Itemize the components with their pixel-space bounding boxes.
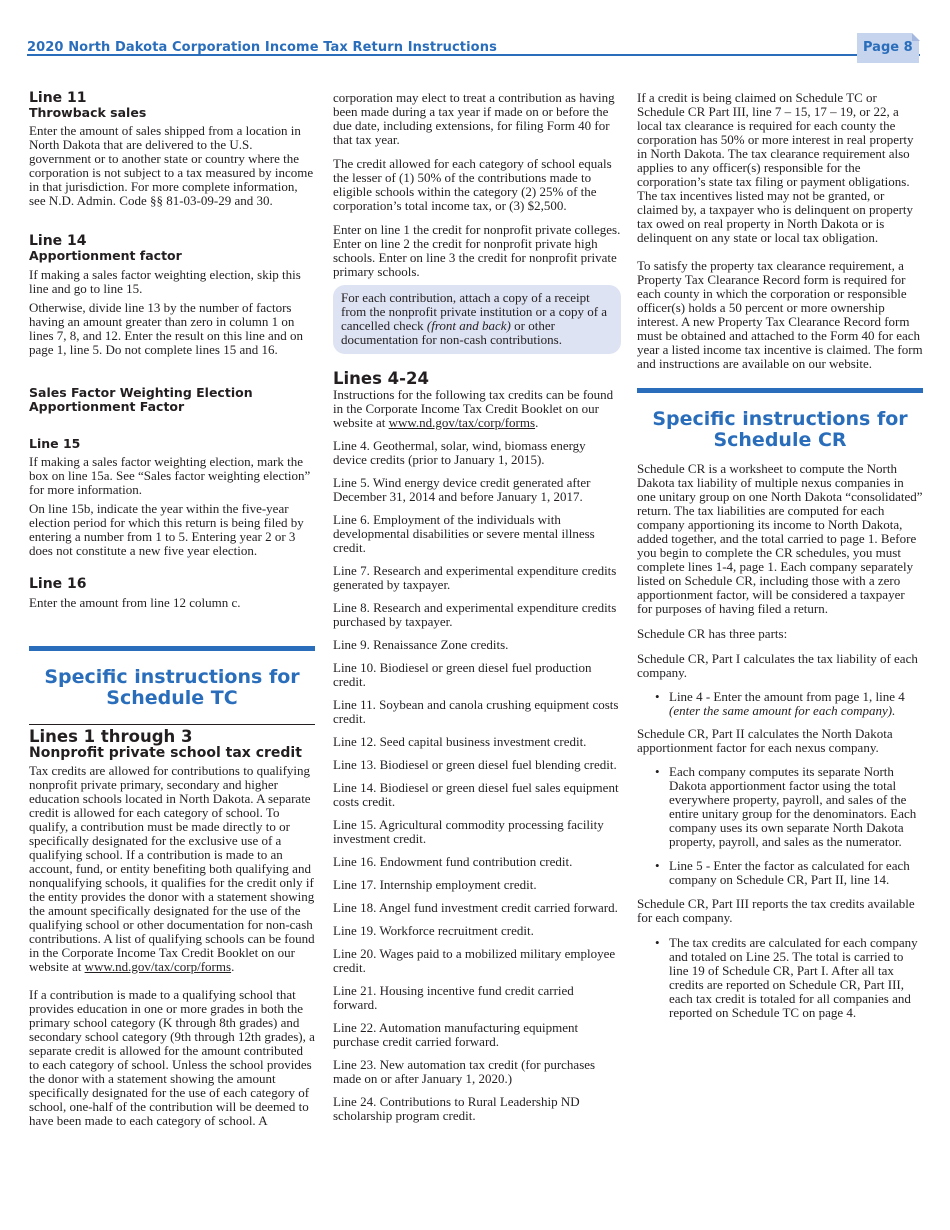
list-item: Line 5. Wind energy device credit generated after December 31, 2014 and before January 1, 2017. xyxy=(333,475,591,504)
schedule-tc-rule xyxy=(29,646,315,651)
section-sales-factor-election xyxy=(29,386,315,414)
line-14-heading: Line 14 xyxy=(29,233,87,249)
bullet-icon: • xyxy=(655,689,660,704)
list-item: Line 9. Renaissance Zone credits. xyxy=(333,637,509,652)
part-2-bullets xyxy=(637,765,923,887)
lines-4-24-intro-body: Instructions for the following tax credits can be found in the Corporate Income Tax Credit Booklet on our website at xyxy=(333,387,614,430)
schedule-tc-title-line-1: Specific instructions for xyxy=(44,666,300,688)
section-line-16 xyxy=(29,577,315,610)
lines-4-24-heading: Lines 4-24 xyxy=(333,369,429,388)
schedule-cr-title-line-1: Specific instructions for xyxy=(652,408,908,430)
line-14-subheading: Apportionment factor xyxy=(29,248,182,263)
line-15-text-1: If making a sales factor weighting election, mark the box on line 15a. See “Sales factor weighting election” for more information. xyxy=(29,454,311,497)
bullet-text: Line 5 - Enter the factor as calculated for each company on Schedule CR, Part II, line 14. xyxy=(669,858,910,887)
list-item xyxy=(637,765,923,849)
lines-1-3-subheading: Nonprofit private school tax credit xyxy=(29,745,302,761)
bullet-text: The tax credits are calculated for each company and totaled on Line 25. The total is carried to line 19 of Schedule CR, Part I. After all tax credits are reported on Schedule CR, Part III, each tax credit is totaled for all companies and reported on Schedule TC on page 4. xyxy=(669,935,918,1020)
line-11-text: Enter the amount of sales shipped from a location in North Dakota that are delivered to the U.S. government or to another state or country where the corporation is not subject to a tax measured by income in that jurisdiction. For more complete information, see N.D. Admin. Code §§ 81-03-09-29 and 30. xyxy=(29,123,314,208)
list-item: Line 4. Geothermal, solar, wind, biomass energy device credits (prior to January 1, 2015). xyxy=(333,438,586,467)
list-item: Line 17. Internship employment credit. xyxy=(333,877,537,892)
list-item: Line 24. Contributions to Rural Leadership ND scholarship program credit. xyxy=(333,1094,580,1123)
bullet-icon: • xyxy=(655,935,660,950)
lines-1-3-text-1-body: Tax credits are allowed for contributions to qualifying nonprofit private primary, secondary and higher education schools located in North Dakota. A separate credit is allowed for each category of school. To qualify, a contribution must be made directly to or specifically designated for the exclusive use of a qualifying school. If a contribution is made to an account, fund, or entity benefiting both qualifying and nonqualifying schools, it qualifies for the credit only if the entity provides the donor with a statement showing the amount specifically designated for the use of the qualifying school or other documentation for non-cash contributions. A list of qualifying schools can be found in the Corporate Income Tax Credit Booklet on our website at xyxy=(29,763,315,974)
list-item: Line 10. Biodiesel or green diesel fuel production credit. xyxy=(333,660,592,689)
list-item: Line 23. New automation tax credit (for purchases made on or after January 1, 2020.) xyxy=(333,1057,596,1086)
sales-factor-election-heading: Sales Factor Weighting Election Apportionment Factor xyxy=(29,385,253,414)
line-16-text: Enter the amount from line 12 column c. xyxy=(29,595,241,610)
credit-allowed-text: The credit allowed for each category of school equals the lesser of (1) 50% of the contributions made to eligible schools within the category (2) 25% of the corporation’s total income tax, or (3) $2,500. xyxy=(333,156,612,213)
schedule-cr-parts: Schedule CR has three parts: xyxy=(637,626,788,641)
contribution-continued-text: corporation may elect to treat a contribution as having been made during a tax year if made on or before the due date, including extensions, for filing Form 40 for that tax year. xyxy=(333,90,615,147)
line-15-heading: Line 15 xyxy=(29,436,81,451)
lines-4-24-intro: Instructions for the following tax credits can be found in the Corporate Income Tax Credit Booklet on our website at www.nd.gov/tax/corp/forms. xyxy=(333,387,614,430)
receipt-callout xyxy=(333,285,621,354)
list-item: Line 16. Endowment fund contribution credit. xyxy=(333,854,573,869)
line-11-subheading: Throwback sales xyxy=(29,105,147,120)
lines-1-3-heading: Lines 1 through 3 xyxy=(29,727,193,746)
section-line-14 xyxy=(29,234,315,357)
column-middle xyxy=(333,91,621,1132)
part-3-bullets xyxy=(637,936,923,1020)
list-item: Line 13. Biodiesel or green diesel fuel blending credit. xyxy=(333,757,617,772)
corp-forms-link[interactable]: www.nd.gov/tax/corp/forms xyxy=(84,959,232,974)
column-right xyxy=(637,91,923,1020)
schedule-tc-title xyxy=(29,667,315,709)
bullet-icon: • xyxy=(655,764,660,779)
tax-clearance-text: If a credit is being claimed on Schedule TC or Schedule CR Part III, line 7 – 15, 17 – 19, or 22, a local tax clearance is required for each county the corporation has 50% or more interest in real property in North Dakota. The tax clearance requirement also applies to any officer(s) responsible for the corporation’s state tax filing or payment obligations. The tax incentives listed may not be granted, or claimed by, a taxpayer who is delinquent on property tax owed on real property in North Dakota or is delinquent on any state or local tax obligation. xyxy=(637,90,914,245)
lines-1-3-text-1: Tax credits are allowed for contributions to qualifying nonprofit private primary, secondary and higher education schools located in North Dakota. A separate credit is allowed for each category of school. To qualify, a contribution must be made directly to or specifically designated for the exclusive use of a qualifying school. If a contribution is made to an account, fund, or entity benefiting both qualifying and nonqualifying schools, it qualifies for the credit only if the entity provides the donor with a statement showing the amount specifically designated for the use of the qualifying school or other documentation for non-cash contributions. A list of qualifying schools can be found in the Corporate Income Tax Credit Booklet on our website at www.nd.gov/tax/corp/forms. xyxy=(29,763,315,974)
schedule-cr-title-line-2: Schedule CR xyxy=(713,429,847,451)
divider xyxy=(29,724,315,725)
line-11-heading: Line 11 xyxy=(29,90,87,106)
list-item xyxy=(637,936,923,1020)
list-item: Line 6. Employment of the individuals with developmental disabilities or severe mental illness credit. xyxy=(333,512,595,555)
credit-lines-list xyxy=(333,439,621,1123)
list-item: Line 15. Agricultural commodity processing facility investment credit. xyxy=(333,817,604,846)
schedule-cr-rule xyxy=(637,388,923,393)
bullet-text: Each company computes its separate North Dakota apportionment factor using the total everywhere property, payroll, and sales of the entire unitary group for the denominators. Each company uses its own separate North Dakota property, payroll, and sales as the numerator. xyxy=(669,764,917,849)
part-1-bullets xyxy=(637,690,923,718)
list-item: Line 8. Research and experimental expenditure credits purchased by taxpayer. xyxy=(333,600,617,629)
line-14-text-1: If making a sales factor weighting election, skip this line and go to line 15. xyxy=(29,267,301,296)
corp-forms-link[interactable]: www.nd.gov/tax/corp/forms xyxy=(388,415,536,430)
line-15-text-2: On line 15b, indicate the year within the five-year election period for which this return is being filed by entering a number from 1 to 5. Entering year 2 or 3 does not constitute a new five year election. xyxy=(29,501,304,558)
line-14-text-2: Otherwise, divide line 13 by the number of factors having an amount greater than zero in column 1 on lines 7, 8, and 12. Enter the result on this line and on page 1, line 5. Do not complete lines 15 and 16. xyxy=(29,300,304,357)
schedule-cr-part-2: Schedule CR, Part II calculates the North Dakota apportionment factor for each nexus company. xyxy=(637,726,893,755)
callout-text xyxy=(341,291,613,347)
list-item: Line 18. Angel fund investment credit carried forward. xyxy=(333,900,618,915)
callout-text-a: For each contribution, attach a copy of a receipt from the nonprofit private institution or a copy of a cancelled check xyxy=(341,290,608,333)
page-number: Page 8 xyxy=(863,40,913,55)
schedule-cr-title xyxy=(637,409,923,451)
page-header xyxy=(27,38,920,66)
list-item: Line 12. Seed capital business investment credit. xyxy=(333,734,587,749)
schedule-tc-title-line-2: Schedule TC xyxy=(106,687,238,709)
list-item xyxy=(637,859,923,887)
list-item: Line 14. Biodiesel or green diesel fuel sales equipment costs credit. xyxy=(333,780,619,809)
bullet-text: Line 4 - Enter the amount from page 1, line 4 xyxy=(669,689,905,704)
document-title: 2020 North Dakota Corporation Income Tax Return Instructions xyxy=(27,40,497,55)
list-item: Line 20. Wages paid to a mobilized military employee credit. xyxy=(333,946,616,975)
lines-1-3-text-2: If a contribution is made to a qualifying school that provides education in one or more grades in both the primary school category (K through 8th grades) and secondary school category (9th through 12th grades), a separate credit is allowed for the amount contributed to each category of school. Unless the school provides the donor with a statement showing the amount specifically designated for the use of each category of school, one-half of the contribution will be deemed to have been made to each category of school. A xyxy=(29,987,315,1128)
column-left xyxy=(29,91,315,1128)
line-16-heading: Line 16 xyxy=(29,576,87,592)
list-item xyxy=(637,690,923,718)
section-lines-4-24 xyxy=(333,370,621,1123)
list-item: Line 21. Housing incentive fund credit carried forward. xyxy=(333,983,574,1012)
bullet-text-italic: (enter the same amount for each company). xyxy=(669,703,896,718)
callout-text-b: or other documentation for non-cash contributions. xyxy=(341,318,562,347)
section-line-15 xyxy=(29,437,315,558)
page-tab-fold xyxy=(912,33,920,41)
section-lines-1-3 xyxy=(29,728,315,1128)
list-item: Line 7. Research and experimental expenditure credits generated by taxpayer. xyxy=(333,563,617,592)
list-item: Line 19. Workforce recruitment credit. xyxy=(333,923,534,938)
bullet-icon: • xyxy=(655,858,660,873)
callout-text-italic: (front and back) xyxy=(426,318,511,333)
schedule-cr-part-1: Schedule CR, Part I calculates the tax liability of each company. xyxy=(637,651,918,680)
schedule-cr-part-3: Schedule CR, Part III reports the tax credits available for each company. xyxy=(637,896,915,925)
list-item: Line 22. Automation manufacturing equipment purchase credit carried forward. xyxy=(333,1020,579,1049)
property-tax-clearance-text: To satisfy the property tax clearance requirement, a Property Tax Clearance Record form is required for each county in which the corporation or responsible officer(s) holds a 50 percent or more ownership interest. A new Property Tax Clearance Record form must be obtained and attached to the Form 40 for each year a listed income tax incentive is claimed. The form and instructions are available on our website. xyxy=(637,258,923,371)
list-item: Line 11. Soybean and canola crushing equipment costs credit. xyxy=(333,697,619,726)
schedule-cr-intro: Schedule CR is a worksheet to compute the North Dakota tax liability of multiple nexus companies in one unitary group on one North Dakota “consolidated” return. The tax liabilities are computed for each company apportioning its income to North Dakota, added together, and the total carried to page 1. Before you begin to complete the CR schedules, you must complete lines 1-4, page 1. Each company separately listed on Schedule CR, including those with a zero apportionment factor, will be considered a taxpayer for purposes of having filed a return. xyxy=(637,461,923,616)
section-line-11 xyxy=(29,91,315,208)
enter-credit-text: Enter on line 1 the credit for nonprofit private colleges. Enter on line 2 the credit for nonprofit private high schools. Enter on line 3 the credit for nonprofit private primary schools. xyxy=(333,222,621,279)
